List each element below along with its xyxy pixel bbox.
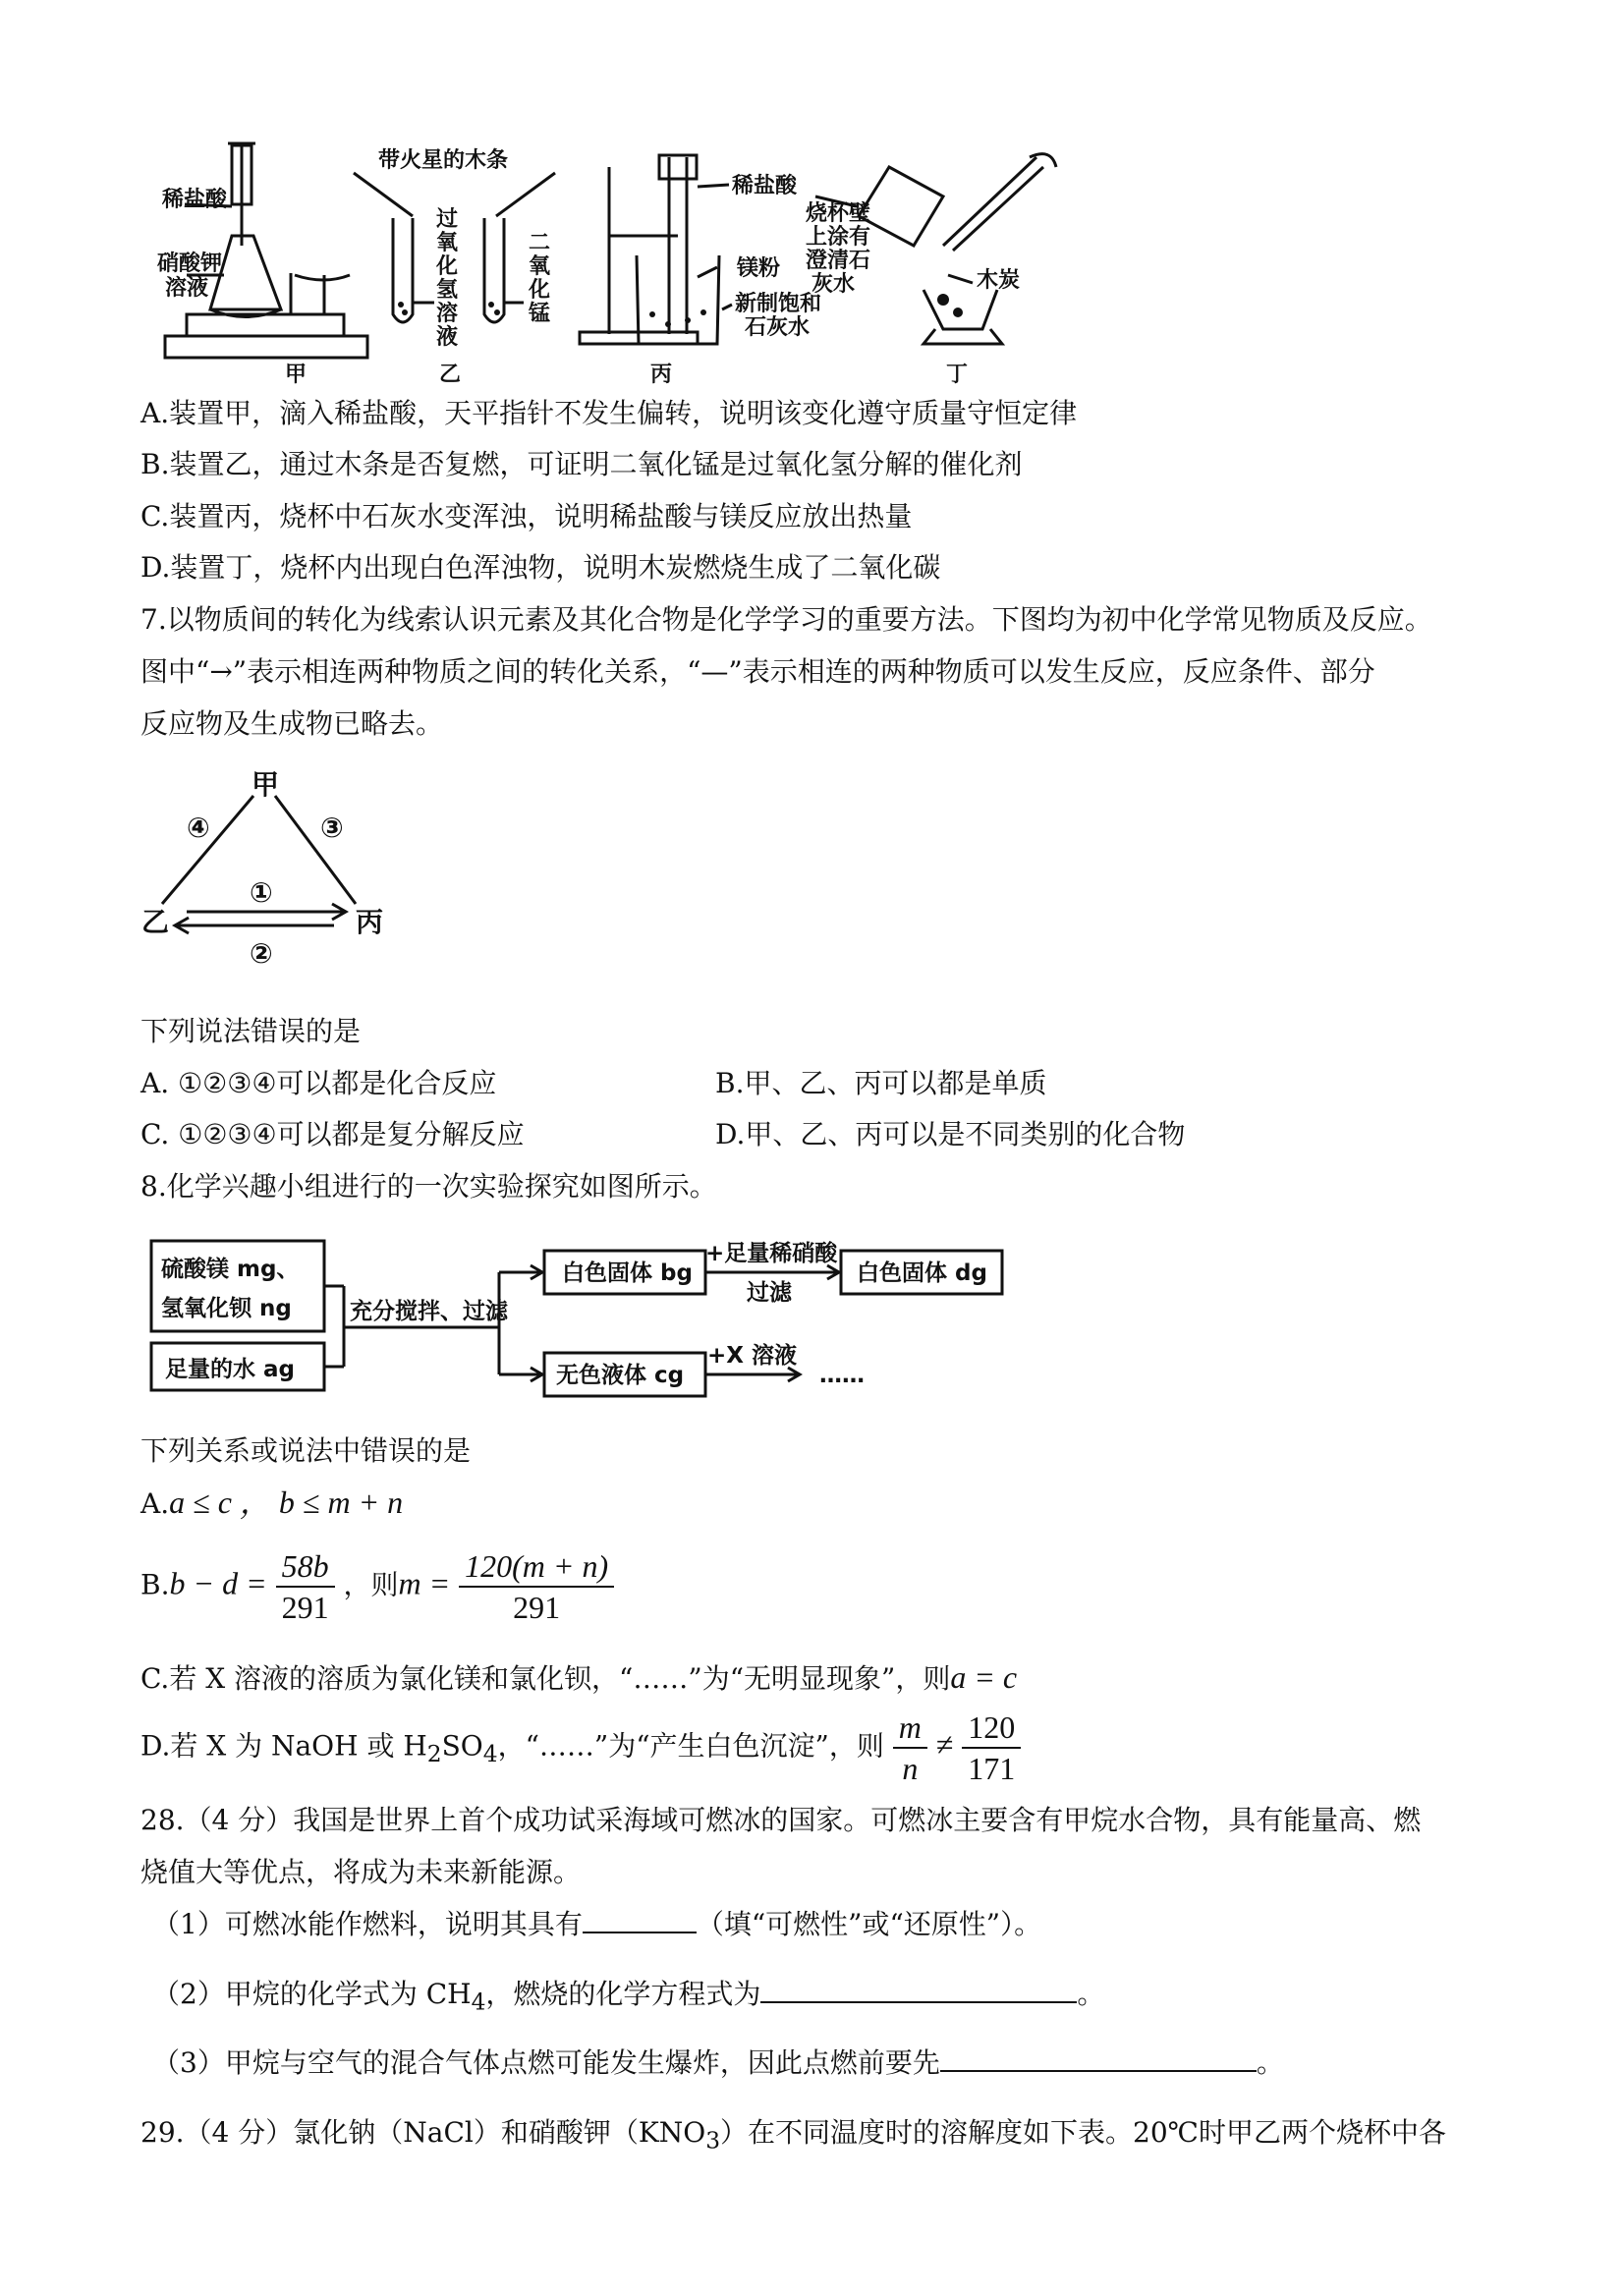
node-yi: 乙 [141, 906, 170, 938]
q8-option-b: B.b − d = $\frac{58b}{291}$ ，则m = $\frac{120(m + n)}{291}$ [140, 1546, 614, 1627]
node-jia: 甲 [252, 768, 280, 801]
fraction-120mn-291: $\frac{120(m + n)}{291}$ [459, 1546, 614, 1627]
flow-x-solution: +X 溶液 [707, 1343, 798, 1369]
q28-sub-3: （3）甲烷与空气的混合气体点燃可能发生爆炸，因此点燃前要先 。 [152, 2046, 1284, 2079]
ding-label-3: 澄清石 [806, 249, 871, 273]
bing-name: 丙 [650, 363, 673, 387]
ding-label-5: 木炭 [977, 268, 1021, 293]
yi-name: 乙 [439, 363, 462, 387]
q8-flowchart [138, 1233, 1022, 1400]
svg-text:氢: 氢 [436, 278, 459, 303]
ding-label-4: 灰水 [812, 272, 856, 297]
arrow-label-1: ① [250, 876, 273, 909]
svg-text:二: 二 [529, 231, 551, 255]
q7-prompt: 下列说法错误的是 [140, 1015, 362, 1047]
svg-text:氧: 氧 [436, 231, 459, 255]
q8-title: 8.化学兴趣小组进行的一次实验探究如图所示。 [140, 1170, 717, 1203]
edge-label-3: ③ [320, 812, 344, 844]
q7-stem-line-3: 反应物及生成物已略去。 [140, 707, 444, 740]
q7-option-d: D.甲、乙、丙可以是不同类别的化合物 [715, 1118, 1186, 1150]
bing-label-3: 新制饱和 [735, 292, 822, 316]
flow-liquid-c: 无色液体 cg [556, 1363, 685, 1388]
edge-label-4: ④ [187, 812, 210, 844]
yi-top-label: 带火星的木条 [378, 148, 509, 173]
svg-text:溶: 溶 [436, 302, 459, 326]
svg-text:液: 液 [436, 325, 459, 350]
answer-blank-3[interactable] [940, 2048, 1257, 2072]
bing-label-1: 稀盐酸 [732, 174, 798, 198]
q7-stem-line-2: 图中“→”表示相连两种物质之间的转化关系，“—”表示相连的两种物质可以发生反应，反应条件、部分 [140, 655, 1375, 688]
q7-option-b: B.甲、乙、丙可以都是单质 [715, 1067, 1047, 1099]
fraction-m-n: $\frac{m}{n}$ [893, 1708, 927, 1788]
ding-label-1: 烧杯壁 [806, 201, 871, 226]
q7-option-a: A. ①②③④可以都是化合反应 [140, 1067, 497, 1099]
fraction-58b-291: $\frac{58b}{291}$ [276, 1546, 335, 1627]
q28-sub-2: （2）甲烷的化学式为 $CH_4$，燃烧的化学方程式为 。 [152, 1978, 1105, 2016]
jia-label-1: 稀盐酸 [162, 188, 228, 212]
bing-label-2: 镁粉 [737, 256, 781, 281]
svg-text:过: 过 [436, 207, 459, 232]
q6-option-c: C.装置丙，烧杯中石灰水变浑浊，说明稀盐酸与镁反应放出热量 [140, 500, 913, 532]
ding-name: 丁 [946, 363, 969, 387]
jia-label-2: 硝酸钾 [157, 252, 223, 276]
q28-stem-line-1: 28.（4 分）我国是世界上首个成功试采海域可燃冰的国家。可燃冰主要含有甲烷水合物，具有能量高、燃 [140, 1804, 1422, 1836]
node-bing: 丙 [356, 906, 384, 938]
q6-option-a: A.装置甲，滴入稀盐酸，天平指针不发生偏转，说明该变化遵守质量守恒定律 [140, 397, 1078, 429]
svg-text:氧: 氧 [529, 254, 551, 279]
flow-step: 充分搅拌、过滤 [350, 1299, 508, 1324]
arrow-label-2: ② [250, 937, 273, 970]
q28-stem-line-2: 烧值大等优点，将成为未来新能源。 [140, 1856, 582, 1888]
q8-option-c: C.若 X 溶液的溶质为氯化镁和氯化钡，“……”为“无明显现象”，则a = c [140, 1659, 1018, 1695]
q28-sub-1: （1）可燃冰能作燃料，说明其具有 （填“可燃性”或“还原性”）。 [152, 1908, 1042, 1940]
flow-acid: +足量稀硝酸 [705, 1241, 838, 1266]
flow-white-solid-d: 白色固体 dg [857, 1260, 987, 1286]
svg-text:化: 化 [529, 278, 551, 303]
q7-stem-line-1: 7.以物质间的转化为线索认识元素及其化合物是化学学习的重要方法。下图均为初中化学常见物质及反应。 [140, 603, 1432, 636]
flow-white-solid-b: 白色固体 bg [562, 1260, 693, 1286]
flow-box1-line2: 氢氧化钡 ng [161, 1296, 292, 1321]
flow-box2: 足量的水 ag [165, 1357, 295, 1382]
svg-text:锰: 锰 [529, 302, 551, 326]
ding-label-2: 上涂有 [806, 225, 871, 250]
q8-prompt: 下列关系或说法中错误的是 [140, 1434, 472, 1467]
bing-label-4: 石灰水 [745, 315, 811, 340]
q6-option-d: D.装置丁，烧杯内出现白色浑浊物，说明木炭燃烧生成了二氧化碳 [140, 551, 941, 584]
svg-text:化: 化 [436, 254, 459, 279]
answer-blank-2[interactable] [760, 1980, 1077, 2003]
jia-name: 甲 [285, 363, 308, 387]
q29-stem-line-1: 29.（4 分）氯化钠（NaCl）和硝酸钾$(KNO_3)$在不同温度时的溶解度如下表。20℃时甲乙两个烧杯中各 [140, 2116, 1447, 2155]
answer-blank-1[interactable] [583, 1910, 697, 1933]
q8-option-d: D.若 X 为 NaOH 或 $H_2SO_4$，“……”为“产生白色沉淀”，则 $\frac{m}{n}$ ≠ $\frac{120}{171}$ [140, 1708, 1021, 1788]
flow-dots: …… [819, 1363, 865, 1388]
q6-option-b: B.装置乙，通过木条是否复燃，可证明二氧化锰是过氧化氢分解的催化剂 [140, 448, 1023, 480]
q7-triangle-diagram [138, 766, 432, 992]
flow-filter: 过滤 [747, 1280, 792, 1306]
q7-option-c: C. ①②③④可以都是复分解反应 [140, 1118, 525, 1150]
jia-label-3: 溶液 [165, 276, 209, 301]
flow-box1-line1: 硫酸镁 mg、 [161, 1257, 300, 1282]
fraction-120-171: $\frac{120}{171}$ [962, 1708, 1021, 1788]
q8-option-a: A.a ≤ c ， b ≤ m + n [140, 1484, 404, 1520]
